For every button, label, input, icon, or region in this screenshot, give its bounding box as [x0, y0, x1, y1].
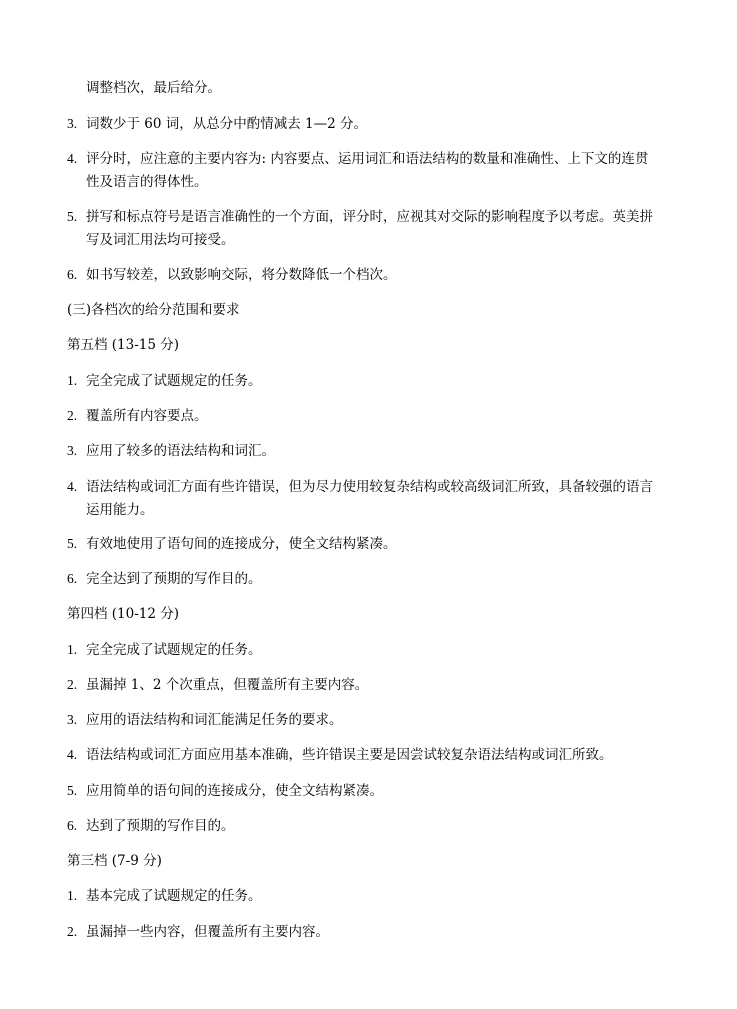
line-text: 调整档次，最后给分。 [86, 80, 221, 96]
heading-text: 第三档 (7-9 分) [67, 853, 162, 869]
item-number: 3. [67, 712, 78, 727]
item-number: 4. [67, 747, 78, 762]
line-text: 运用能力。 [86, 502, 154, 518]
item-number: 5. [67, 536, 78, 551]
item-number: 6. [67, 818, 78, 833]
item-text: 拼写和标点符号是语言准确性的一个方面，评分时，应视其对交际的影响程度予以考虑。英美拼 [86, 209, 653, 225]
item-text: 如书写较差，以致影响交际，将分数降低一个档次。 [86, 267, 397, 283]
item-text: 应用简单的语句间的连接成分，使全文结构紧凑。 [86, 783, 383, 799]
item-number: 3. [67, 116, 78, 131]
item-text: 有效地使用了语句间的连接成分，使全文结构紧凑。 [86, 536, 397, 552]
item-number: 6. [67, 571, 78, 586]
heading-text: 第四档 (10-12 分) [67, 606, 180, 622]
item-number: 4. [67, 479, 78, 494]
heading-text: (三)各档次的给分范围和要求 [67, 302, 240, 318]
item-text: 语法结构或词汇方面应用基本准确，些许错误主要是因尝试较复杂语法结构或词汇所致。 [86, 747, 613, 763]
item-text: 应用了较多的语法结构和词汇。 [86, 443, 275, 459]
item-text: 虽漏掉 1、2 个次重点，但覆盖所有主要内容。 [86, 677, 369, 693]
line-text: 性及语言的得体性。 [86, 174, 208, 190]
item-number: 6. [67, 267, 78, 282]
item-text: 完全完成了试题规定的任务。 [86, 642, 262, 658]
item-text: 完全完成了试题规定的任务。 [86, 373, 262, 389]
item-number: 1. [67, 642, 78, 657]
item-text: 词数少于 60 词，从总分中酌情减去 1—2 分。 [86, 116, 368, 132]
line-text: 写及词汇用法均可接受。 [86, 232, 235, 248]
heading-text: 第五档 (13-15 分) [67, 337, 180, 353]
item-number: 2. [67, 677, 78, 692]
item-text: 达到了预期的写作目的。 [86, 818, 235, 834]
item-number: 1. [67, 373, 78, 388]
item-text: 虽漏掉一些内容，但覆盖所有主要内容。 [86, 924, 329, 940]
item-text: 应用的语法结构和词汇能满足任务的要求。 [86, 712, 343, 728]
item-text: 语法结构或词汇方面有些许错误，但为尽力使用较复杂结构或较高级词汇所致，具备较强的语言 [86, 479, 653, 495]
item-number: 5. [67, 209, 78, 224]
item-number: 2. [67, 924, 78, 939]
item-number: 3. [67, 443, 78, 458]
item-text: 评分时，应注意的主要内容为: 内容要点、运用词汇和语法结构的数量和准确性、上下文的连贯 [86, 151, 649, 167]
item-number: 2. [67, 408, 78, 423]
item-number: 1. [67, 888, 78, 903]
item-text: 覆盖所有内容要点。 [86, 408, 208, 424]
item-number: 4. [67, 151, 78, 166]
item-text: 基本完成了试题规定的任务。 [86, 888, 262, 904]
item-number: 5. [67, 783, 78, 798]
item-text: 完全达到了预期的写作目的。 [86, 571, 262, 587]
